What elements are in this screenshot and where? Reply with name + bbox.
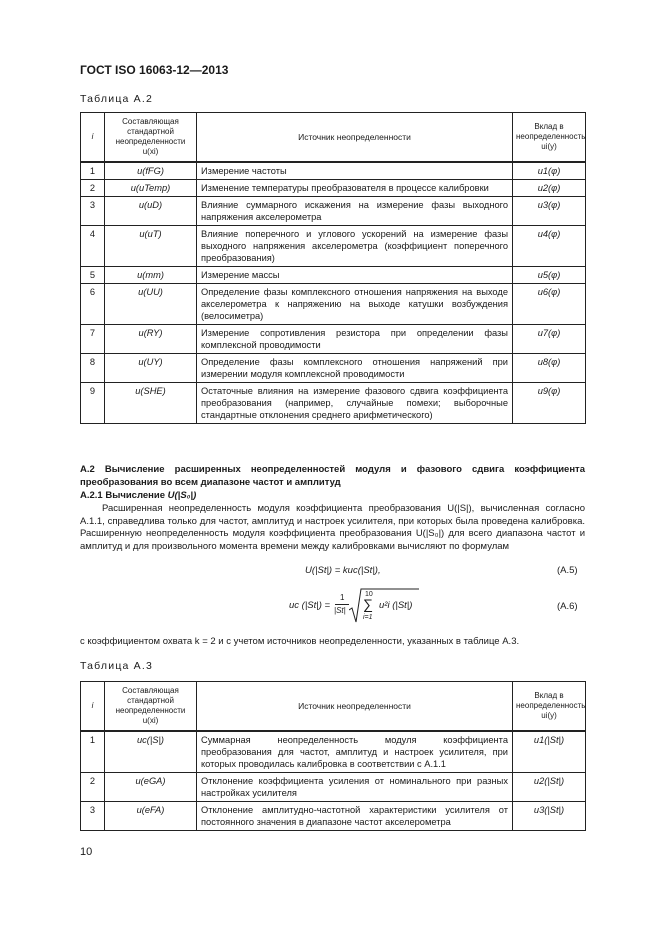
row-index: 4 xyxy=(81,226,105,267)
row-component: uc(|S|) xyxy=(105,731,197,773)
table-a3-header-row xyxy=(81,682,586,732)
sum-sign-icon: ∑ xyxy=(363,596,373,612)
row-contribution: u9(φ) xyxy=(513,383,586,424)
row-contribution: u2(φ) xyxy=(513,180,586,197)
table-a3-caption: Таблица А.3 xyxy=(80,660,154,672)
table-a2-row xyxy=(81,284,586,325)
row-component: u(UU) xyxy=(105,284,197,325)
table-a2-header-row xyxy=(81,113,586,163)
row-contribution: u5(φ) xyxy=(513,267,586,284)
section-a21-heading: А.2.1 Вычисление U(|S₀|) xyxy=(80,490,197,501)
section-a2-heading: А.2 Вычисление расширенных неопределенностей модуля и фазового сдвига коэффициента преобразования во всем диапазоне частот и амплитуд xyxy=(80,464,585,488)
row-contribution: u3(φ) xyxy=(513,197,586,226)
row-index: 3 xyxy=(81,197,105,226)
row-contribution: u6(φ) xyxy=(513,284,586,325)
table-a3-row xyxy=(81,731,586,773)
table-a2-row xyxy=(81,325,586,354)
equation-a5-number: (А.5) xyxy=(557,565,578,576)
row-index: 9 xyxy=(81,383,105,424)
row-source: Изменение температуры преобразователя в процессе калибровки xyxy=(197,180,513,197)
row-contribution: u4(φ) xyxy=(513,226,586,267)
equation-a6 xyxy=(287,586,437,628)
section-a21-paragraph: Расширенная неопределенность модуля коэффициента преобразования U(|S|), вычисленная согласно А.1.1, справедлива только для частот, амплитуд и настроек усилителя, при которых была проведена калибровка. Расширенную неопределенность модуля коэффициента преобразования U(|S₀|) для всего диапазона частот и амплитуд и для произвольного момента времени между калибровками вычисляют по формулам xyxy=(80,503,585,552)
row-component: u(eGA) xyxy=(105,773,197,802)
row-index: 1 xyxy=(81,162,105,180)
col-i-header: i xyxy=(81,682,105,732)
table-a2-row xyxy=(81,226,586,267)
table-a2-row xyxy=(81,180,586,197)
row-index: 8 xyxy=(81,354,105,383)
row-component: u(eFA) xyxy=(105,802,197,831)
table-a3 xyxy=(80,681,586,831)
col-component-header: Составляющая стандартной неопределенности u(xi) xyxy=(105,682,197,732)
row-contribution: u1(φ) xyxy=(513,162,586,180)
eq-a6-frac-bar xyxy=(335,604,349,605)
row-source: Измерение частоты xyxy=(197,162,513,180)
row-index: 2 xyxy=(81,180,105,197)
row-contribution: u2(|St|) xyxy=(513,773,586,802)
table-a2-row xyxy=(81,197,586,226)
eq-a6-lhs: uc (|St|) = xyxy=(289,600,331,611)
table-a2-row xyxy=(81,162,586,180)
document-header: ГОСТ ISO 16063-12—2013 xyxy=(80,63,229,77)
table-a2-row xyxy=(81,267,586,284)
row-source: Отклонение амплитудно-частотной характеристики усилителя от постоянного значения в диапазоне частот акселерометра xyxy=(197,802,513,831)
col-source-header: Источник неопределенности xyxy=(197,113,513,163)
table-a3-row xyxy=(81,773,586,802)
row-source: Измерение массы xyxy=(197,267,513,284)
eq-a6-sum-top: 10 xyxy=(365,591,373,598)
row-component: u(UY) xyxy=(105,354,197,383)
row-component: u(SHE) xyxy=(105,383,197,424)
row-source: Определение фазы комплексного отношения напряжений при измерении модуля комплексной проводимости xyxy=(197,354,513,383)
col-component-header: Составляющая стандартной неопределенности u(xi) xyxy=(105,113,197,163)
page-number: 10 xyxy=(80,846,93,858)
table-a2-caption: Таблица А.2 xyxy=(80,93,154,105)
table-a3-row xyxy=(81,802,586,831)
row-source: Измерение сопротивления резистора при определении фазы комплексной проводимости xyxy=(197,325,513,354)
row-component: u(RY) xyxy=(105,325,197,354)
col-source-header: Источник неопределенности xyxy=(197,682,513,732)
row-index: 7 xyxy=(81,325,105,354)
table-a2 xyxy=(80,112,586,424)
row-contribution: u7(φ) xyxy=(513,325,586,354)
row-component: u(uTemp) xyxy=(105,180,197,197)
equation-a6-number: (А.6) xyxy=(557,601,578,612)
after-equation-text: с коэффициентом охвата k = 2 и с учетом источников неопределенности, указанных в таблице А.3. xyxy=(80,636,520,647)
eq-a6-term: u²i (|St|) xyxy=(379,600,413,611)
row-source: Влияние суммарного искажения на измерение фазы выходного напряжения акселерометра xyxy=(197,197,513,226)
row-source: Влияние поперечного и углового ускорений на измерение фазы выходного напряжения акселерометра (коэффициент поперечного преобразования) xyxy=(197,226,513,267)
row-component: u(uD) xyxy=(105,197,197,226)
row-contribution: u3(|St|) xyxy=(513,802,586,831)
eq-a6-frac-num: 1 xyxy=(340,593,345,602)
row-index: 5 xyxy=(81,267,105,284)
eq-a6-sum-bottom: i=1 xyxy=(363,614,373,621)
row-component: u(fFG) xyxy=(105,162,197,180)
col-i-header: i xyxy=(81,113,105,163)
row-index: 6 xyxy=(81,284,105,325)
row-component: u(mm) xyxy=(105,267,197,284)
row-source: Остаточные влияния на измерение фазового сдвига коэффициента преобразования (например, случайные помехи; выборочные стандартные отклонения среднего арифметического) xyxy=(197,383,513,424)
row-index: 1 xyxy=(81,731,105,773)
row-contribution: u8(φ) xyxy=(513,354,586,383)
row-source: Определение фазы комплексного отношения напряжения на выходе акселерометра к напряжению на выходе катушки возбуждения (велосиметра) xyxy=(197,284,513,325)
table-a2-row xyxy=(81,354,586,383)
row-index: 3 xyxy=(81,802,105,831)
table-a2-row xyxy=(81,383,586,424)
col-contribution-header: Вклад в неопределенность ui(y) xyxy=(513,682,586,732)
row-index: 2 xyxy=(81,773,105,802)
col-contribution-header: Вклад в неопределенность ui(y) xyxy=(513,113,586,163)
equation-a5: U(|St|) = kuc(|St|), xyxy=(305,565,381,576)
row-source: Суммарная неопределенность модуля коэффициента преобразования для частот, амплитуд и настроек усилителя, при которых проводилась калибровка в соответствии с А.1.1 xyxy=(197,731,513,773)
row-component: u(uT) xyxy=(105,226,197,267)
eq-a6-frac-den: |St| xyxy=(334,606,346,615)
row-source: Отклонение коэффициента усиления от номинального при разных настройках усилителя xyxy=(197,773,513,802)
row-contribution: u1(|St|) xyxy=(513,731,586,773)
